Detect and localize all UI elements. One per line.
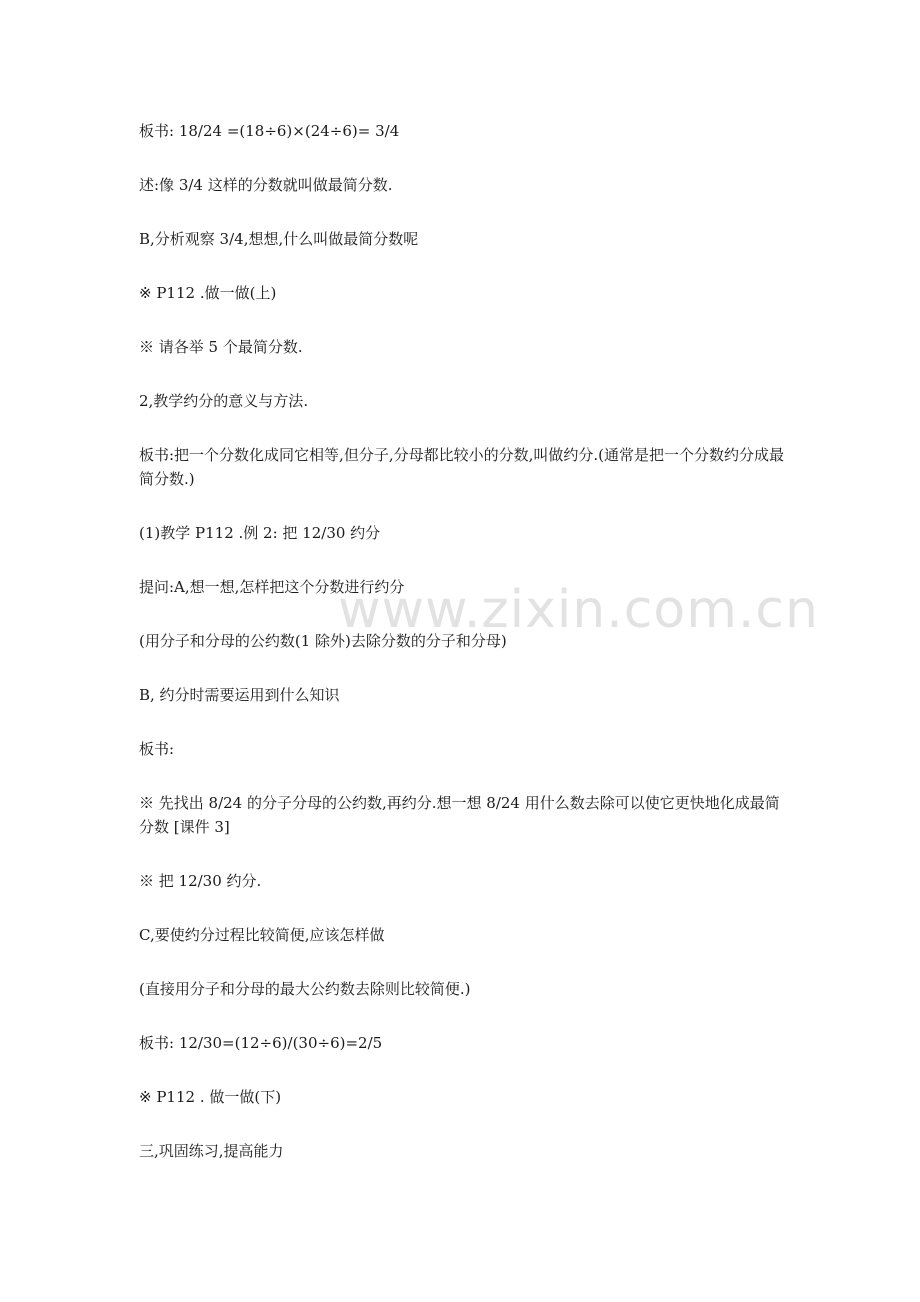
- text-line: 板书:: [139, 740, 175, 758]
- text-line: ※ P112 .做一做(上): [139, 284, 277, 302]
- text-line: ※ P112 . 做一做(下): [139, 1088, 282, 1106]
- text-line: 板书: 12/30=(12÷6)/(30÷6)=2/5: [139, 1034, 383, 1052]
- text-line: C,要使约分过程比较简便,应该怎样做: [139, 926, 385, 944]
- watermark: www.zixin.com.cn: [338, 580, 819, 640]
- text-line: ※ 请各举 5 个最简分数.: [139, 338, 303, 356]
- text-paragraph: 板书:把一个分数化成同它相等,但分子,分母都比较小的分数,叫做约分.(通常是把一个分数约分成最简分数.): [139, 446, 784, 488]
- text-paragraph: ※ 先找出 8/24 的分子分母的公约数,再约分.想一想 8/24 用什么数去除可以使它更快地化成最简分数 [课件 3]: [139, 794, 780, 836]
- text-line: B, 约分时需要运用到什么知识: [139, 686, 340, 704]
- text-line: 2,教学约分的意义与方法.: [139, 392, 309, 410]
- text-line: (直接用分子和分母的最大公约数去除则比较简便.): [139, 980, 471, 998]
- text-line: 提问:A,想一想,怎样把这个分数进行约分: [139, 578, 405, 596]
- text-line: 板书: 18/24 =(18÷6)×(24÷6)= 3/4: [139, 122, 400, 140]
- text-line: (用分子和分母的公约数(1 除外)去除分数的分子和分母): [139, 632, 507, 650]
- text-line: (1)教学 P112 .例 2: 把 12/30 约分: [139, 524, 381, 542]
- text-line: ※ 把 12/30 约分.: [139, 872, 262, 890]
- text-line: 述:像 3/4 这样的分数就叫做最简分数.: [139, 176, 393, 194]
- text-line: 三,巩固练习,提高能力: [139, 1142, 284, 1160]
- document-body: [139, 119, 789, 1163]
- text-line: B,分析观察 3/4,想想,什么叫做最简分数呢: [139, 230, 419, 248]
